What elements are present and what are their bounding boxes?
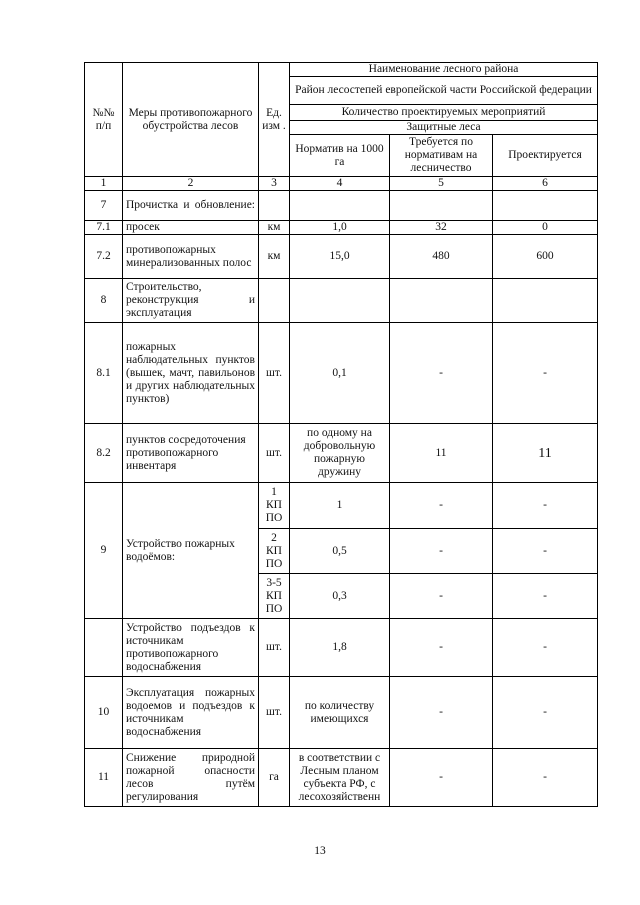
fire-measures-table (84, 62, 598, 807)
row-unit: км (259, 221, 290, 235)
row-norm: в соответствии с Лесным планом субъекта РФ, с лесохозяйственн (290, 749, 390, 807)
row-measure: противопожарных минерализованных полос (123, 235, 259, 279)
row-projected: - (493, 529, 598, 574)
row-num: 7.1 (85, 221, 123, 235)
row-norm: по количеству имеющихся (290, 677, 390, 749)
colnum-5: 5 (390, 177, 493, 191)
column-number-row (85, 177, 598, 191)
row-unit (259, 191, 290, 221)
row-unit: шт. (259, 619, 290, 677)
table-row (85, 619, 598, 677)
row-measure: пожарных наблюдательных пунктов (вышек, мачт, павильонов и других наблюдательных пунктов) (123, 323, 259, 424)
table-row (85, 191, 598, 221)
row-unit: 1 КП ПО (259, 483, 290, 529)
row-norm: по одному на добровольную пожарную дружину (290, 424, 390, 483)
row-unit: га (259, 749, 290, 807)
table-row (85, 424, 598, 483)
colnum-4: 4 (290, 177, 390, 191)
row-num: 10 (85, 677, 123, 749)
row-measure: Снижение природной пожарной опасности лесов путём регулирования (123, 749, 259, 807)
row-required: - (390, 677, 493, 749)
row-required: 11 (390, 424, 493, 483)
row-num: 9 (85, 483, 123, 619)
row-num: 7.2 (85, 235, 123, 279)
header-col6: Проектируется (493, 135, 598, 177)
colnum-2: 2 (123, 177, 259, 191)
row-measure: Эксплуатация пожарных водоемов и подъездов к источникам водоснабжения (123, 677, 259, 749)
row-projected (493, 191, 598, 221)
table-row (85, 235, 598, 279)
row-required: - (390, 483, 493, 529)
row-norm: 1,8 (290, 619, 390, 677)
row-required (390, 279, 493, 323)
row-projected (493, 279, 598, 323)
header-count-label: Количество проектируемых мероприятий (290, 105, 598, 121)
row-projected: - (493, 323, 598, 424)
row-num: 11 (85, 749, 123, 807)
table-row (85, 279, 598, 323)
row-unit: шт. (259, 424, 290, 483)
row-measure: Устройство подъездов к источникам противопожарного водоснабжения (123, 619, 259, 677)
row-measure: Устройство пожарных водоёмов: (123, 483, 259, 619)
row-projected: 0 (493, 221, 598, 235)
row-required: 480 (390, 235, 493, 279)
header-col5: Требуется по нормативам на лесничество (390, 135, 493, 177)
row-projected: - (493, 677, 598, 749)
row-projected: - (493, 619, 598, 677)
header-forest-type: Защитные леса (290, 121, 598, 135)
row-projected: - (493, 483, 598, 529)
header-region-name: Наименование лесного района (290, 63, 598, 77)
row-required: - (390, 619, 493, 677)
row-unit: шт. (259, 677, 290, 749)
row-required: - (390, 529, 493, 574)
row-norm: 15,0 (290, 235, 390, 279)
row-required: - (390, 323, 493, 424)
colnum-6: 6 (493, 177, 598, 191)
row-unit: шт. (259, 323, 290, 424)
row-projected: 11 (493, 424, 598, 483)
row-projected: - (493, 749, 598, 807)
table-row (85, 323, 598, 424)
row-norm: 0,1 (290, 323, 390, 424)
row-unit: 2 КП ПО (259, 529, 290, 574)
row-projected: 600 (493, 235, 598, 279)
row-required (390, 191, 493, 221)
row-projected: - (493, 574, 598, 619)
row-norm (290, 279, 390, 323)
row-measure: Прочистка и обновление: (123, 191, 259, 221)
row-num (85, 619, 123, 677)
row-norm: 1,0 (290, 221, 390, 235)
table-row (85, 483, 598, 529)
header-num: №№ п/п (85, 63, 123, 177)
row-required: - (390, 749, 493, 807)
row-norm: 0,3 (290, 574, 390, 619)
table-row (85, 221, 598, 235)
row-num: 8.2 (85, 424, 123, 483)
row-norm: 0,5 (290, 529, 390, 574)
row-num: 7 (85, 191, 123, 221)
row-norm (290, 191, 390, 221)
row-measure: пунктов сосредоточения противопожарного инвентаря (123, 424, 259, 483)
table-row (85, 749, 598, 807)
row-unit: 3-5 КП ПО (259, 574, 290, 619)
header-measures: Меры противопожарного обустройства лесов (123, 63, 259, 177)
row-measure: просек (123, 221, 259, 235)
header-col4: Норматив на 1000 га (290, 135, 390, 177)
row-unit (259, 279, 290, 323)
row-norm: 1 (290, 483, 390, 529)
colnum-1: 1 (85, 177, 123, 191)
row-measure: Строительство, реконструкция и эксплуатация (123, 279, 259, 323)
row-required: 32 (390, 221, 493, 235)
row-required: - (390, 574, 493, 619)
colnum-3: 3 (259, 177, 290, 191)
table-row (85, 677, 598, 749)
page-number: 13 (314, 845, 326, 857)
row-num: 8.1 (85, 323, 123, 424)
header-unit: Ед. изм . (259, 63, 290, 177)
row-num: 8 (85, 279, 123, 323)
header-region: Район лесостепей европейской части Российской федерации (290, 77, 598, 105)
row-unit: км (259, 235, 290, 279)
